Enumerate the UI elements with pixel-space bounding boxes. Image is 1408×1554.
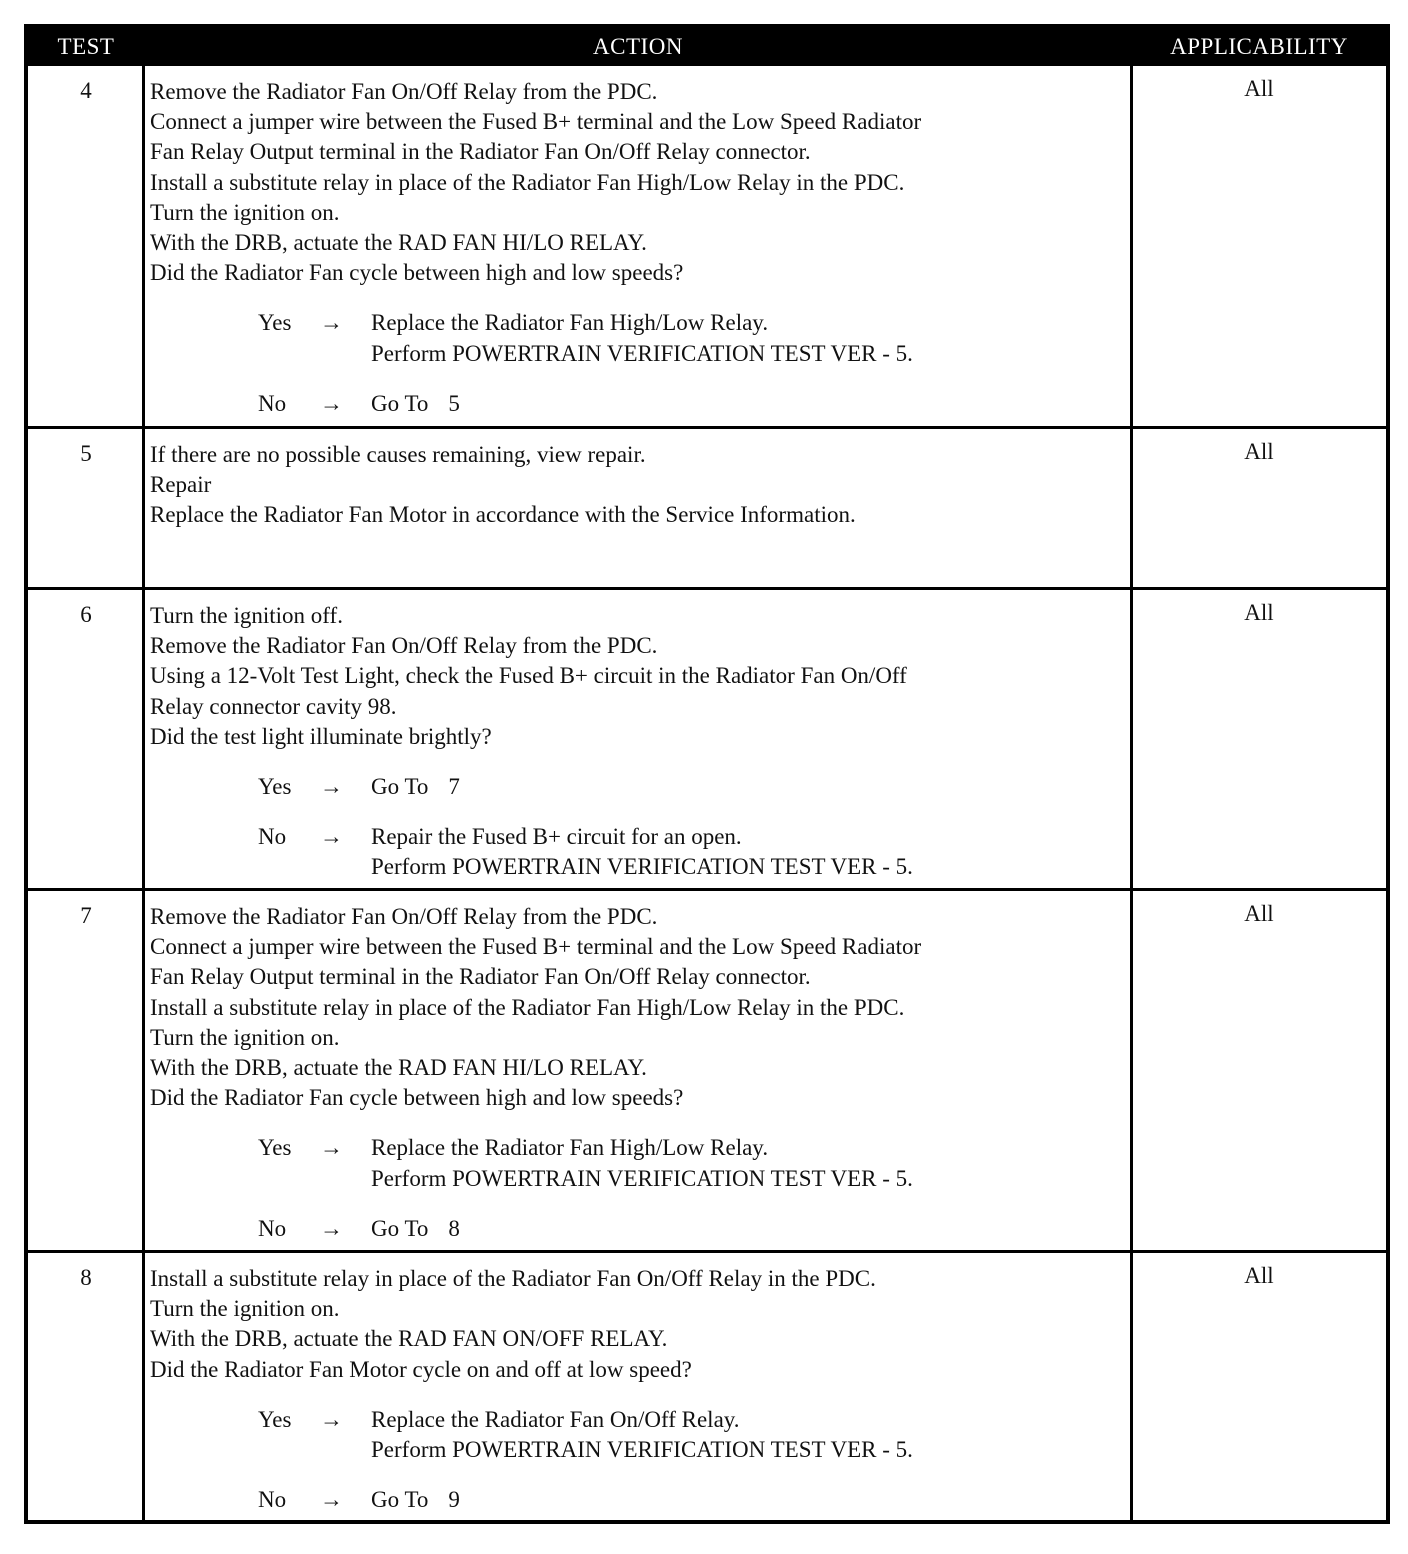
action-line: With the DRB, actuate the RAD FAN HI/LO RELAY. [150,230,647,256]
no-label: No [258,390,287,416]
no-answer [150,1485,1128,1515]
no-label: No [258,1215,287,1241]
action-line: Relay connector cavity 98. [150,693,397,719]
repair-text: Replace the Radiator Fan Motor in accordance with the Service Information. [150,502,856,528]
repair-label: Repair [150,472,212,498]
arrow-icon: → [320,310,343,336]
no-answer [150,1214,1128,1244]
action-cell [150,601,1128,883]
arrow-icon: → [320,1215,343,1241]
action-line: Install a substitute relay in place of the Radiator Fan High/Low Relay in the PDC. [150,169,905,195]
arrow-icon: → [320,1135,343,1161]
test-number: 8 [80,1265,92,1290]
yes-label: Yes [258,1406,292,1432]
table-row-test-7 [28,888,1386,1252]
action-line: Install a substitute relay in place of the Radiator Fan High/Low Relay in the PDC. [150,994,905,1020]
action-line: Turn the ignition off. [150,603,343,628]
goto-target: 9 [448,1487,460,1513]
arrow-icon: → [320,1487,343,1513]
answer-line: Perform POWERTRAIN VERIFICATION TEST VER - 5. [371,1437,913,1463]
test-number: 7 [80,903,92,928]
action-line: Did the Radiator Fan cycle between high and low speeds? [150,1085,684,1111]
yes-label: Yes [258,774,292,800]
action-line: Connect a jumper wire between the Fused B+ terminal and the Low Speed Radiator [150,109,922,135]
action-line: Did the Radiator Fan Motor cycle on and off at low speed? [150,1356,692,1382]
arrow-icon: → [320,774,343,800]
applicability-cell: All [1244,439,1274,464]
header-applicability: APPLICABILITY [1170,34,1348,59]
goto-text: Go To [371,774,429,800]
yes-label: Yes [258,310,292,336]
applicability-cell: All [1244,600,1274,625]
action-line: Remove the Radiator Fan On/Off Relay from the PDC. [150,79,658,104]
action-line: Fan Relay Output terminal in the Radiator Fan On/Off Relay connector. [150,964,811,990]
action-cell [150,440,1128,531]
action-line: Did the test light illuminate brightly? [150,723,492,749]
yes-label: Yes [258,1135,292,1161]
action-cell [150,902,1128,1244]
action-line: Remove the Radiator Fan On/Off Relay from the PDC. [150,633,658,659]
table-row-test-6 [28,587,1386,891]
answer-line: Replace the Radiator Fan High/Low Relay. [371,1135,769,1161]
test-number: 5 [80,441,92,466]
action-line: Install a substitute relay in place of the Radiator Fan On/Off Relay in the PDC. [150,1266,876,1291]
table-row-test-4 [28,66,1386,428]
action-cell [150,1264,1128,1515]
arrow-icon: → [320,390,343,416]
action-cell [150,77,1128,419]
no-answer [150,822,1128,882]
answer-line: Replace the Radiator Fan On/Off Relay. [371,1406,740,1432]
action-line: Turn the ignition on. [150,1296,340,1322]
answer-line: Perform POWERTRAIN VERIFICATION TEST VER - 5. [371,340,913,366]
action-line: Turn the ignition on. [150,199,340,225]
test-number: 6 [80,602,92,627]
yes-answer [150,772,1128,802]
applicability-cell: All [1244,76,1274,101]
no-answer [150,389,1128,419]
arrow-icon: → [320,1406,343,1432]
applicability-cell: All [1244,901,1274,926]
action-line: Using a 12-Volt Test Light, check the Fused B+ circuit in the Radiator Fan On/Off [150,663,907,689]
goto-target: 5 [448,390,460,416]
diagnostic-table [24,24,1390,1524]
action-line: Fan Relay Output terminal in the Radiator Fan On/Off Relay connector. [150,139,811,165]
action-line: Connect a jumper wire between the Fused B+ terminal and the Low Speed Radiator [150,934,922,960]
action-line: If there are no possible causes remaining, view repair. [150,442,646,467]
test-number: 4 [80,78,92,103]
action-line: Turn the ignition on. [150,1024,340,1050]
answer-line: Replace the Radiator Fan High/Low Relay. [371,310,769,336]
header-test: TEST [57,34,115,59]
no-label: No [258,1487,287,1513]
goto-target: 8 [448,1215,460,1241]
table-header [28,28,1386,66]
goto-target: 7 [448,774,460,800]
action-line: Remove the Radiator Fan On/Off Relay from the PDC. [150,904,658,929]
goto-text: Go To [371,1487,429,1513]
table-row-test-5 [28,426,1386,589]
answer-line: Perform POWERTRAIN VERIFICATION TEST VER - 5. [371,854,913,880]
action-line: With the DRB, actuate the RAD FAN HI/LO RELAY. [150,1055,647,1081]
goto-text: Go To [371,1215,429,1241]
yes-answer [150,1133,1128,1193]
no-label: No [258,824,287,850]
applicability-cell: All [1244,1263,1274,1288]
action-line: With the DRB, actuate the RAD FAN ON/OFF RELAY. [150,1326,668,1352]
table-row-test-8 [28,1250,1386,1520]
yes-answer [150,308,1128,368]
header-action: ACTION [593,34,683,59]
arrow-icon: → [320,824,343,850]
action-line: Did the Radiator Fan cycle between high and low speeds? [150,260,684,286]
goto-text: Go To [371,390,429,416]
answer-line: Repair the Fused B+ circuit for an open. [371,824,742,850]
yes-answer [150,1405,1128,1465]
answer-line: Perform POWERTRAIN VERIFICATION TEST VER - 5. [371,1165,913,1191]
